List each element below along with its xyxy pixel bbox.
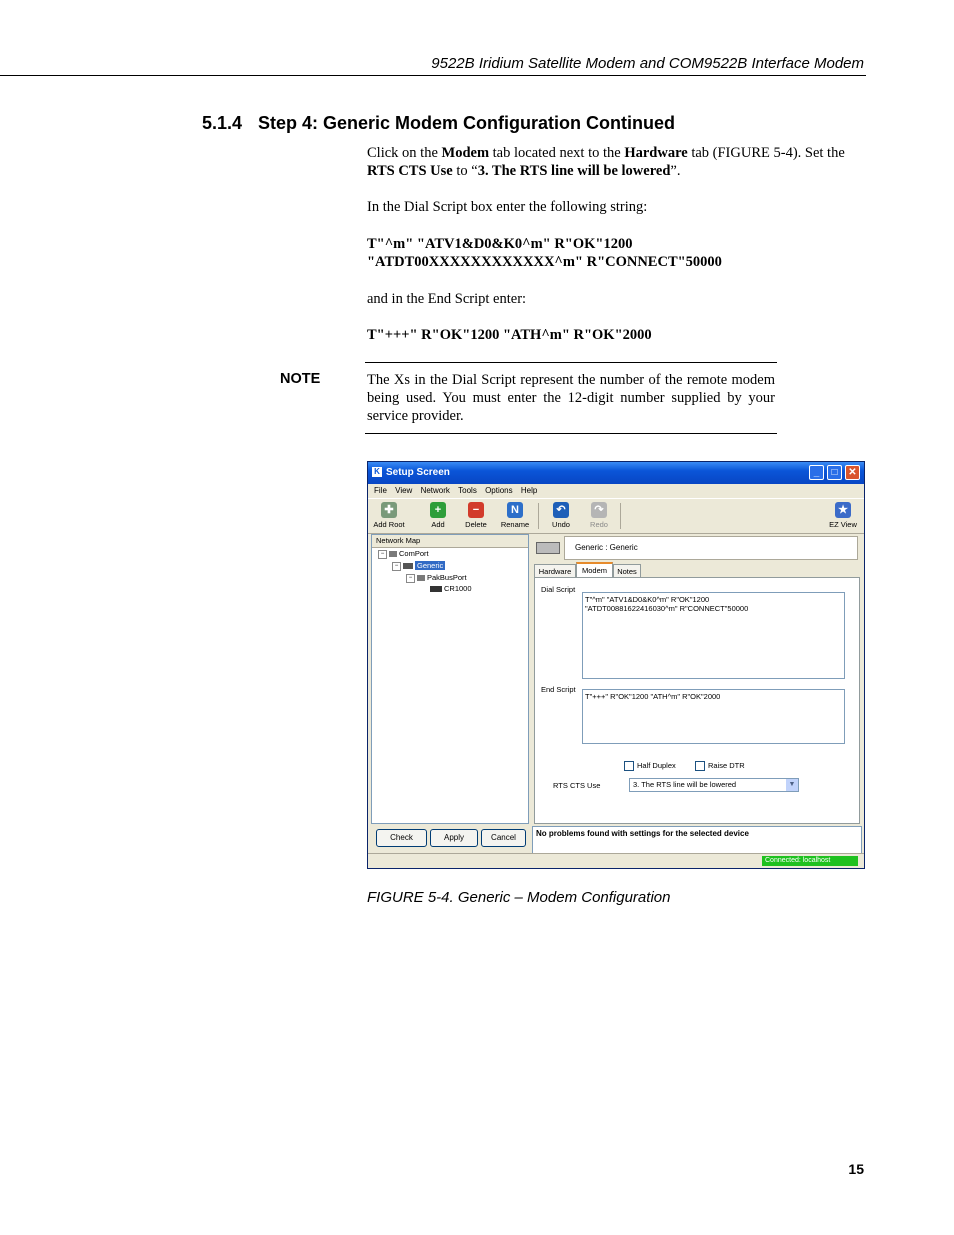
rename-button[interactable] <box>498 502 532 529</box>
rts-cts-term: RTS CTS Use <box>367 163 453 179</box>
checkbox-box[interactable] <box>624 761 634 771</box>
redo-label: Redo <box>590 520 608 529</box>
tab-notes[interactable]: Notes <box>613 564 641 577</box>
add-button[interactable] <box>421 502 455 529</box>
tab-modem[interactable]: Modem <box>576 562 613 577</box>
half-duplex-checkbox[interactable] <box>624 761 676 771</box>
add-root-button[interactable] <box>372 502 406 529</box>
figure-caption: FIGURE 5-4. Generic – Modem Configuration <box>367 889 671 906</box>
header-rule <box>0 75 866 76</box>
section-title: Step 4: Generic Modem Configuration Continued <box>258 113 676 133</box>
add-icon: + <box>430 502 446 518</box>
note-top-rule <box>365 362 777 363</box>
collapse-icon[interactable]: − <box>392 562 401 571</box>
rename-icon: N <box>507 502 523 518</box>
text-run: tab located next to the <box>489 145 625 161</box>
check-button[interactable]: Check <box>376 829 427 847</box>
instruction-paragraph <box>367 144 863 180</box>
add-root-icon: ✚ <box>381 502 397 518</box>
status-bar <box>368 853 864 868</box>
rts-cts-label: RTS CTS Use <box>553 781 601 790</box>
menu-bar <box>368 484 864 498</box>
rts-value-term: 3. The RTS line will be lowered <box>477 163 671 179</box>
comport-icon <box>389 551 397 557</box>
menu-file[interactable]: File <box>374 486 387 495</box>
note-text: The Xs in the Dial Script represent the number of the remote modem being used. You must enter the 12-digit number supplied by your service provider. <box>367 372 775 424</box>
end-script-code: T"+++" R"OK"1200 "ATH^m" R"OK"2000 <box>367 327 652 343</box>
network-map-pane <box>371 534 529 824</box>
tree-node-label: PakBusPort <box>427 573 467 582</box>
section-heading <box>202 113 675 134</box>
text-run: ”. <box>670 163 681 179</box>
raise-dtr-label: Raise DTR <box>708 761 745 770</box>
menu-view[interactable]: View <box>395 486 413 495</box>
ez-view-label: EZ View <box>829 520 857 529</box>
dial-script-code-line-1: T"^m" "ATV1&D0&K0^m" R"OK"1200 <box>367 236 633 252</box>
hardware-term: Hardware <box>624 145 688 161</box>
window-title: Setup Screen <box>386 467 450 478</box>
toolbar-separator <box>620 503 621 529</box>
delete-icon: − <box>468 502 484 518</box>
chevron-down-icon[interactable]: ▼ <box>786 779 798 791</box>
device-header: Generic : Generic <box>564 536 858 560</box>
modem-tab-body <box>534 577 860 824</box>
add-label: Add <box>431 520 445 529</box>
delete-button[interactable] <box>459 502 493 529</box>
device-settings-pane <box>532 534 862 824</box>
ez-view-icon: ★ <box>835 502 851 518</box>
tree-node-pakbusport[interactable] <box>406 573 467 583</box>
note-label: NOTE <box>280 371 321 387</box>
end-script-label: End Script <box>541 685 576 694</box>
running-header: 9522B Iridium Satellite Modem and COM9522B Interface Modem <box>431 55 864 72</box>
menu-options[interactable]: Options <box>485 486 513 495</box>
collapse-icon[interactable]: − <box>406 574 415 583</box>
minimize-button[interactable]: _ <box>809 465 824 480</box>
page-number: 15 <box>848 1161 864 1177</box>
pakbusport-icon <box>417 575 425 581</box>
tree-node-cr1000[interactable] <box>430 584 472 594</box>
window-titlebar <box>368 462 864 484</box>
tree-node-comport[interactable] <box>378 549 429 559</box>
raise-dtr-checkbox[interactable] <box>695 761 745 771</box>
dial-script-label: Dial Script <box>541 585 576 594</box>
end-script-intro: and in the End Script enter: <box>367 291 527 307</box>
delete-label: Delete <box>465 520 487 529</box>
rts-cts-value: 3. The RTS line will be lowered <box>633 780 737 789</box>
toolbar-separator <box>538 503 539 529</box>
section-number: 5.1.4 <box>202 113 243 133</box>
end-script-textbox[interactable]: T"+++" R"OK"1200 "ATH^m" R"OK"2000 <box>582 689 845 744</box>
maximize-button[interactable]: □ <box>827 465 842 480</box>
half-duplex-label: Half Duplex <box>637 761 676 770</box>
dial-script-code-line-2: "ATDT00XXXXXXXXXXXX^m" R"CONNECT"50000 <box>367 254 722 270</box>
note-bottom-rule <box>365 433 777 434</box>
tree-node-label: ComPort <box>399 549 429 558</box>
setup-screen-window <box>367 461 865 869</box>
modem-term: Modem <box>441 145 490 161</box>
tree-node-label: Generic <box>417 561 444 570</box>
menu-tools[interactable]: Tools <box>458 486 477 495</box>
tree-node-label: CR1000 <box>444 584 472 593</box>
device-icon <box>536 542 560 554</box>
tab-hardware[interactable]: Hardware <box>534 564 576 577</box>
text-run: Click on the <box>367 145 442 161</box>
connection-status: Connected: localhost <box>762 856 858 866</box>
checkbox-box[interactable] <box>695 761 705 771</box>
close-button[interactable]: ✕ <box>845 465 860 480</box>
rts-cts-select[interactable] <box>629 778 799 792</box>
undo-icon: ↶ <box>553 502 569 518</box>
datalogger-icon <box>430 586 442 592</box>
modem-icon <box>403 563 413 569</box>
app-icon: K <box>372 467 382 477</box>
undo-label: Undo <box>552 520 570 529</box>
menu-network[interactable]: Network <box>420 486 450 495</box>
menu-help[interactable]: Help <box>520 486 538 495</box>
ez-view-button[interactable] <box>826 502 860 529</box>
network-map-title: Network Map <box>372 535 528 548</box>
validation-message: No problems found with settings for the selected device <box>532 826 862 854</box>
undo-button[interactable] <box>544 502 578 529</box>
cancel-button[interactable]: Cancel <box>481 829 526 847</box>
rename-label: Rename <box>500 520 530 529</box>
add-root-label: Add Root <box>373 520 405 529</box>
toolbar <box>368 498 864 534</box>
apply-button[interactable]: Apply <box>430 829 478 847</box>
redo-button[interactable] <box>582 502 616 529</box>
dial-script-intro: In the Dial Script box enter the following string: <box>367 199 648 215</box>
redo-icon: ↷ <box>591 502 607 518</box>
tree-node-generic[interactable] <box>392 561 445 571</box>
dial-script-textbox[interactable]: T"^m" "ATV1&D0&K0^m" R"OK"1200 "ATDT00881622416030^m" R"CONNECT"50000 <box>582 592 845 679</box>
text-run: tab (FIGURE 5-4). Set the <box>687 145 845 161</box>
collapse-icon[interactable]: − <box>378 550 387 559</box>
text-run: to “ <box>452 163 478 179</box>
